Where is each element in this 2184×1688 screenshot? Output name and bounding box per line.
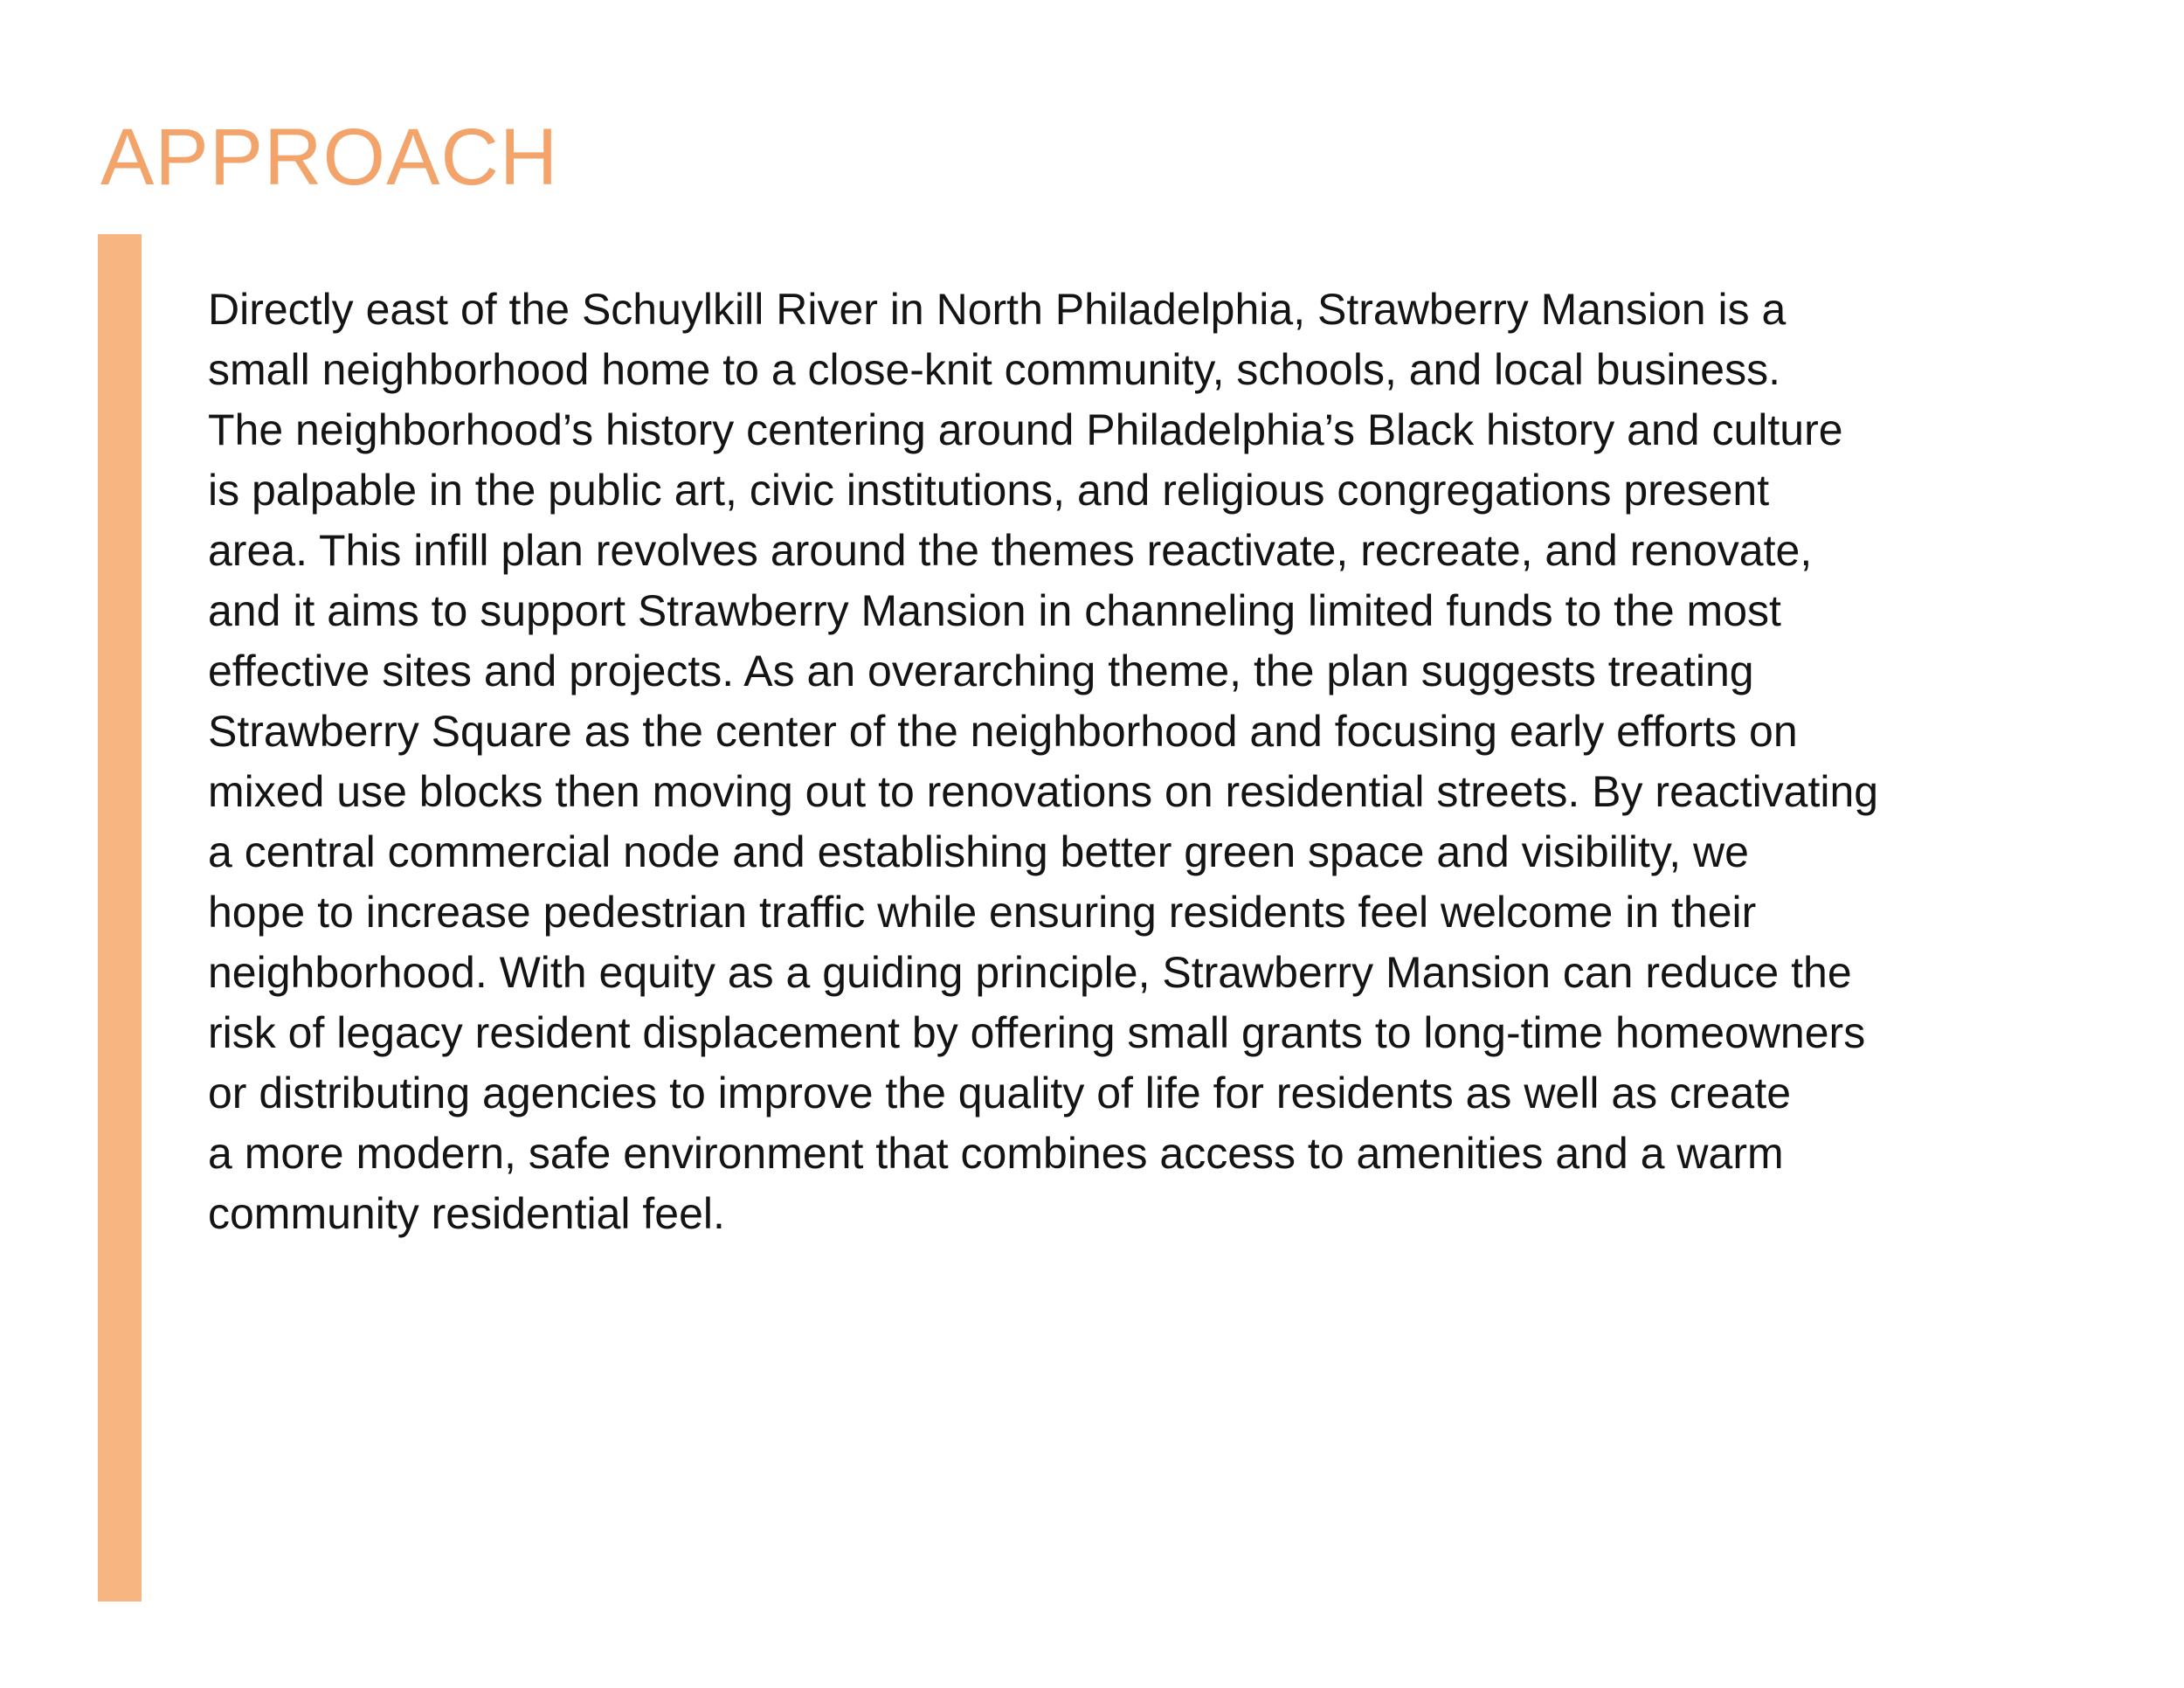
- paragraph-line: neighborhood. With equity as a guiding principle, Strawberry Mansion can reduce the: [208, 948, 1852, 997]
- paragraph-line: hope to increase pedestrian traffic while ensuring residents feel welcome in their: [208, 888, 1757, 937]
- paragraph-line: risk of legacy resident displacement by offering small grants to long-time homeowners: [208, 1008, 1866, 1057]
- paragraph-line: small neighborhood home to a close-knit community, schools, and local business.: [208, 345, 1780, 394]
- paragraph-line: a central commercial node and establishing better green space and visibility, we: [208, 827, 1749, 876]
- paragraph-line: Strawberry Square as the center of the neighborhood and focusing early efforts on: [208, 707, 1798, 756]
- paragraph-line: effective sites and projects. As an overarching theme, the plan suggests treating: [208, 647, 1754, 695]
- paragraph-line: mixed use blocks then moving out to renovations on residential streets. By reactivating: [208, 767, 1879, 816]
- paragraph-line: or distributing agencies to improve the quality of life for residents as well as create: [208, 1069, 1792, 1117]
- approach-paragraph: [208, 280, 2130, 1244]
- paragraph-line: a more modern, safe environment that combines access to amenities and a warm: [208, 1129, 1784, 1178]
- accent-bar: [98, 234, 142, 1602]
- paragraph-line: The neighborhood’s history centering around Philadelphia’s Black history and culture: [208, 405, 1843, 454]
- paragraph-line: and it aims to support Strawberry Mansion in channeling limited funds to the most: [208, 586, 1781, 635]
- paragraph-line: is palpable in the public art, civic institutions, and religious congregations present: [208, 466, 1770, 515]
- paragraph-line: Directly east of the Schuylkill River in North Philadelphia, Strawberry Mansion is a: [208, 285, 1787, 334]
- paragraph-line: area. This infill plan revolves around the themes reactivate, recreate, and renovate,: [208, 526, 1813, 575]
- page-title: APPROACH: [100, 113, 559, 202]
- paragraph-line: community residential feel.: [208, 1189, 725, 1238]
